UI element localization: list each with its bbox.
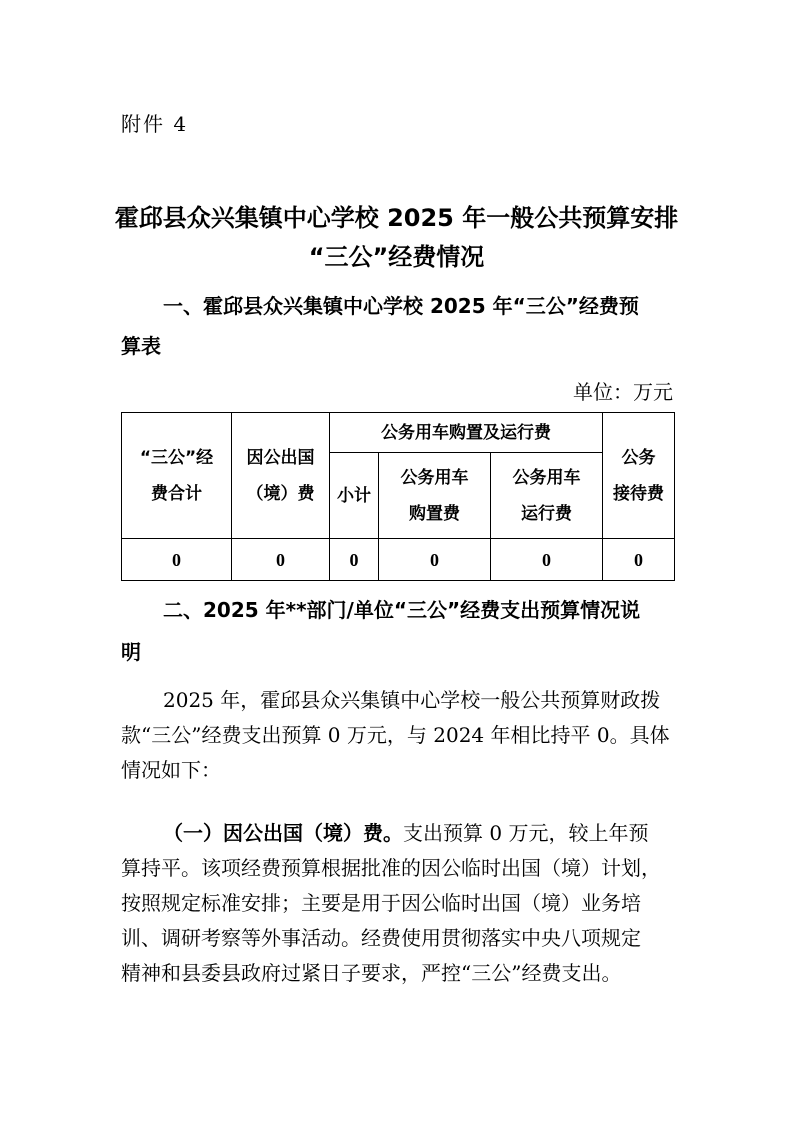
paragraph-abroad-expense (121, 816, 676, 991)
header-vehicle-purchase-line1: 公务用车 (400, 467, 469, 488)
header-reception-cell (603, 413, 675, 539)
table-row (122, 539, 675, 581)
header-total-line1: “三公”经 (139, 447, 214, 468)
three-public-budget-table (121, 412, 675, 581)
header-vehicle-purchase (379, 453, 491, 539)
section1-heading-line2: 算表 (121, 334, 161, 358)
header-abroad-cell (232, 413, 330, 539)
value-vehicle-purchase: 0 (379, 539, 491, 581)
section2-heading-line1: 二、2025 年**部门/单位“三公”经费支出预算情况说 (163, 598, 641, 622)
header-vehicle-operation-line1: 公务用车 (512, 467, 581, 488)
header-total-line2: 费合计 (151, 483, 202, 504)
abroad-expense-heading: （一）因公出国（境）费。 (163, 821, 403, 845)
document-title-line2: “三公”经费情况 (308, 243, 485, 271)
value-total: 0 (122, 539, 232, 581)
header-vehicle-group: 公务用车购置及运行费 (330, 413, 603, 453)
header-subtotal: 小计 (330, 453, 379, 539)
paragraph-summary (121, 683, 676, 788)
abroad-expense-lead-text: 支出预算 0 万元，较上年预 (403, 821, 649, 845)
value-reception: 0 (603, 539, 675, 581)
value-vehicle-operation: 0 (491, 539, 603, 581)
header-reception-line1: 公务 (621, 447, 656, 468)
header-total-cell (122, 413, 232, 539)
value-subtotal: 0 (330, 539, 379, 581)
paragraph-summary-line3: 情况如下： (121, 758, 221, 782)
header-reception-line2: 接待费 (613, 483, 664, 504)
section1-heading-line1: 一、霍邱县众兴集镇中心学校 2025 年“三公”经费预 (163, 294, 639, 318)
value-abroad: 0 (232, 539, 330, 581)
header-vehicle-operation-line2: 运行费 (521, 503, 572, 524)
header-abroad-line1: 因公出国 (246, 447, 315, 468)
header-abroad-line2: （境）费 (246, 483, 315, 504)
header-vehicle-operation (491, 453, 603, 539)
header-vehicle-purchase-line2: 购置费 (409, 503, 460, 524)
paragraph-summary-line2: 款“三公”经费支出预算 0 万元，与 2024 年相比持平 0。具体 (121, 723, 670, 747)
unit-label: 单位：万元 (573, 380, 673, 404)
paragraph-abroad-line1 (121, 816, 676, 851)
paragraph-abroad-line3: 按照规定标准安排；主要是用于因公临时出国（境）业务培 (121, 891, 641, 915)
paragraph-summary-line1: 2025 年，霍邱县众兴集镇中心学校一般公共预算财政拨 (163, 688, 661, 712)
document-title-line1: 霍邱县众兴集镇中心学校 2025 年一般公共预算安排 (114, 204, 679, 232)
attachment-label: 附件 4 (121, 112, 189, 136)
section2-heading-line2: 明 (121, 640, 141, 664)
paragraph-abroad-line5: 精神和县委县政府过紧日子要求，严控“三公”经费支出。 (121, 961, 622, 985)
paragraph-abroad-line4: 训、调研考察等外事活动。经费使用贯彻落实中央八项规定 (121, 926, 641, 950)
paragraph-abroad-line2: 算持平。该项经费预算根据批准的因公临时出国（境）计划， (121, 856, 661, 880)
